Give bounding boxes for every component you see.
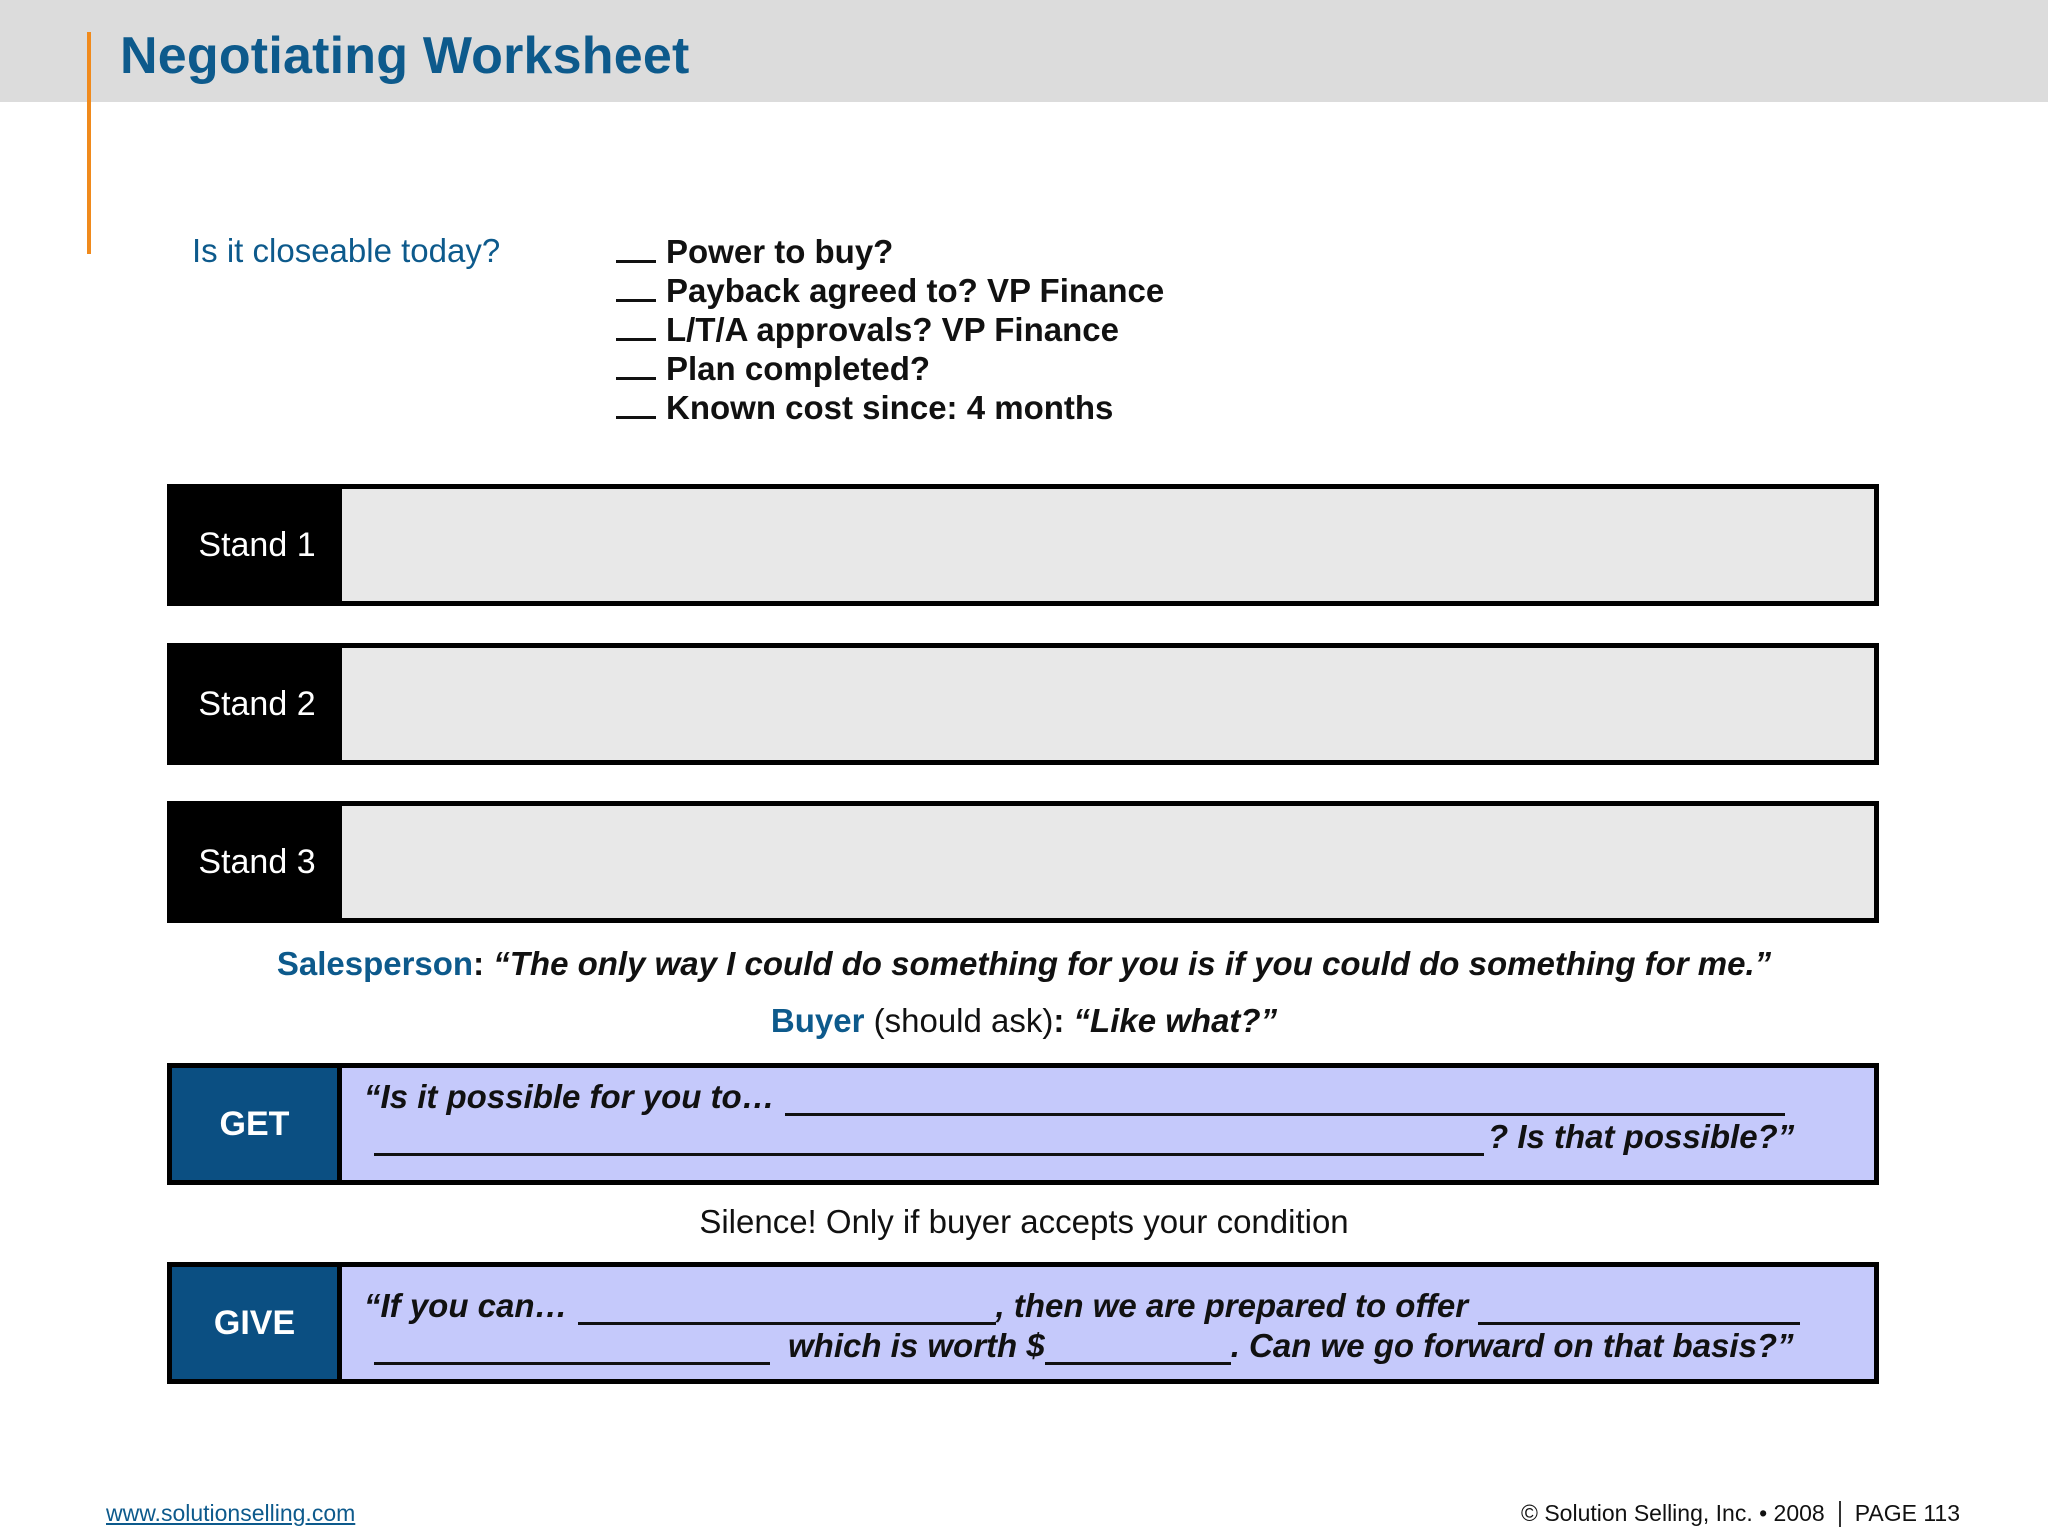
get-statement <box>342 1068 1874 1180</box>
checklist-item-label: Plan completed? <box>666 350 931 387</box>
stand-2-row <box>167 643 1879 765</box>
get-blank-1[interactable] <box>785 1083 1785 1116</box>
get-label: GET <box>172 1068 342 1180</box>
buyer-line <box>0 1002 2048 1040</box>
copyright-text: © Solution Selling, Inc. • 2008 <box>1520 1500 1825 1526</box>
give-blank-value[interactable] <box>1045 1332 1231 1365</box>
stand-1-label: Stand 1 <box>172 489 342 601</box>
checklist-item-label: L/T/A approvals? VP Finance <box>666 311 1119 348</box>
get-blank-2[interactable] <box>374 1123 1484 1156</box>
give-statement <box>342 1267 1874 1379</box>
give-line-2 <box>374 1327 1794 1365</box>
give-line2-middle: which is worth $ <box>788 1327 1045 1364</box>
stand-3-label: Stand 3 <box>172 806 342 918</box>
buyer-quote: “Like what?” <box>1073 1002 1278 1039</box>
buyer-colon: : <box>1053 1002 1065 1039</box>
give-blank-2[interactable] <box>1478 1292 1800 1325</box>
give-blank-1[interactable] <box>578 1292 996 1325</box>
checkbox-blank[interactable] <box>616 271 656 302</box>
buyer-label: Buyer <box>770 1002 865 1039</box>
checkbox-blank[interactable] <box>616 232 656 263</box>
salesperson-colon: : <box>473 945 485 982</box>
website-link[interactable]: www.solutionselling.com <box>106 1500 356 1526</box>
footer-divider <box>1839 1501 1841 1527</box>
stand-2-field[interactable] <box>342 648 1874 760</box>
accent-bar <box>87 32 91 254</box>
get-line-1 <box>364 1078 1789 1116</box>
checklist-item-label: Payback agreed to? VP Finance <box>666 272 1165 309</box>
checklist-item <box>616 232 1164 271</box>
closeable-checklist <box>616 232 1164 427</box>
checklist-item <box>616 388 1164 427</box>
page-number: PAGE 113 <box>1854 1500 1960 1526</box>
silence-note: Silence! Only if buyer accepts your condition <box>699 1203 1349 1240</box>
give-label: GIVE <box>172 1267 342 1379</box>
page-title: Negotiating Worksheet <box>120 27 690 85</box>
stand-1-row <box>167 484 1879 606</box>
give-line-1 <box>364 1287 1804 1325</box>
salesperson-label: Salesperson <box>276 945 474 982</box>
salesperson-quote: “The only way I could do something for you is if you could do something for me.” <box>493 945 1772 982</box>
stand-3-row <box>167 801 1879 923</box>
checkbox-blank[interactable] <box>616 349 656 380</box>
give-row <box>167 1262 1879 1384</box>
buyer-note: (should ask) <box>864 1002 1054 1039</box>
stand-2-label: Stand 2 <box>172 648 342 760</box>
checkbox-blank[interactable] <box>616 310 656 341</box>
give-line1-middle: , then we are prepared to offer <box>995 1287 1469 1324</box>
checklist-item <box>616 271 1164 310</box>
get-line2-suffix: ? Is that possible?” <box>1488 1118 1795 1155</box>
stand-1-field[interactable] <box>342 489 1874 601</box>
checklist-item <box>616 310 1164 349</box>
give-line1-prefix: “If you can… <box>364 1287 568 1324</box>
checklist-item-label: Power to buy? <box>666 233 894 270</box>
give-blank-3[interactable] <box>374 1332 770 1365</box>
give-line2-suffix: . Can we go forward on that basis?” <box>1230 1327 1794 1364</box>
get-line1-prefix: “Is it possible for you to… <box>364 1078 775 1115</box>
get-line-2 <box>374 1118 1794 1156</box>
get-row <box>167 1063 1879 1185</box>
footer-info <box>1521 1500 1960 1527</box>
closeable-question: Is it closeable today? <box>192 232 501 269</box>
checkbox-blank[interactable] <box>616 388 656 419</box>
salesperson-line <box>0 945 2048 983</box>
stand-3-field[interactable] <box>342 806 1874 918</box>
checklist-item-label: Known cost since: 4 months <box>666 389 1114 426</box>
checklist-item <box>616 349 1164 388</box>
